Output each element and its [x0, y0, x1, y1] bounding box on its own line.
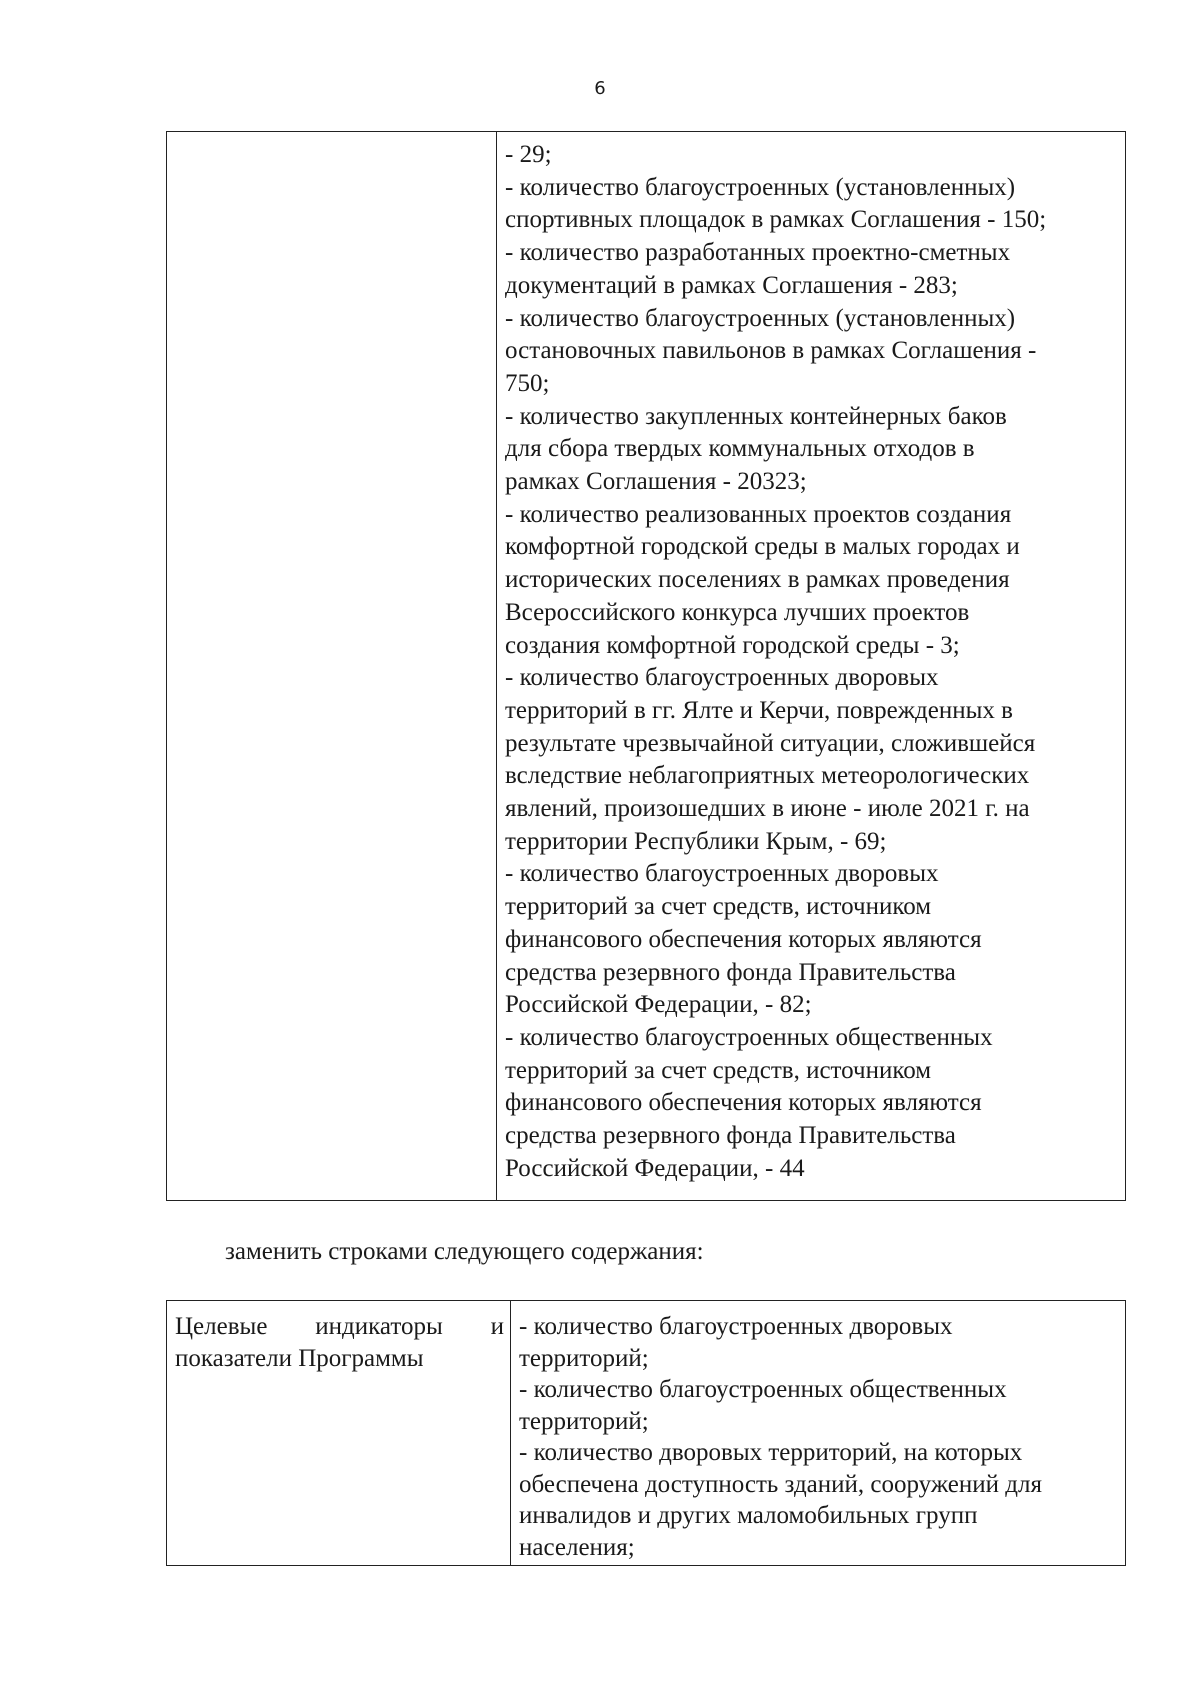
text-line: Российской Федерации, - 44: [505, 1154, 805, 1182]
text-line: - количество реализованных проектов создания: [505, 500, 1012, 528]
label-word: Целевые: [175, 1313, 268, 1340]
text-line: рамках Соглашения - 20323;: [505, 468, 807, 496]
label-line: показатели Программы: [175, 1344, 424, 1372]
text-line: обеспечена доступность зданий, сооружений для: [519, 1470, 1042, 1498]
table-cell-label: [167, 132, 497, 1201]
text-line: - количество благоустроенных (установленных): [505, 173, 1016, 201]
text-line: документаций в рамках Соглашения - 283;: [505, 271, 958, 299]
text-line: создания комфортной городской среды - 3;: [505, 631, 960, 659]
text-line: явлений, произошедших в июне - июле 2021 г. на: [505, 795, 1030, 823]
text-line: спортивных площадок в рамках Соглашения - 150;: [505, 206, 1047, 234]
text-line: - количество благоустроенных дворовых: [505, 664, 939, 692]
text-line: средства резервного фонда Правительства: [505, 958, 956, 986]
text-line: территорий;: [519, 1407, 649, 1435]
text-line: - количество разработанных проектно-сметных: [505, 239, 1011, 267]
text-line: - количество закупленных контейнерных баков: [505, 402, 1007, 430]
text-line: территорий за счет средств, источником: [505, 1056, 932, 1084]
text-line: Всероссийского конкурса лучших проектов: [505, 598, 970, 626]
text-line: исторических поселениях в рамках проведения: [505, 566, 1010, 594]
text-line: остановочных павильонов в рамках Соглашения -: [505, 337, 1037, 365]
text-line: - количество благоустроенных общественных: [519, 1376, 1007, 1403]
text-line: населения;: [519, 1533, 635, 1561]
text-line: Российской Федерации, - 82;: [505, 991, 812, 1019]
replacement-instruction: заменить строками следующего содержания:: [225, 1238, 704, 1265]
indicators-table-new: [166, 1300, 1126, 1566]
text-line: для сбора твердых коммунальных отходов в: [505, 435, 975, 463]
text-line: территории Республики Крым, - 69;: [505, 827, 887, 855]
text-line: результате чрезвычайной ситуации, сложившейся: [505, 729, 1036, 757]
label-word: индикаторы: [315, 1313, 443, 1340]
text-line: финансового обеспечения которых являются: [505, 925, 982, 953]
text-line: территорий в гг. Ялте и Керчи, поврежденных в: [505, 696, 1013, 724]
text-line: территорий за счет средств, источником: [505, 893, 932, 921]
text-line: - количество благоустроенных дворовых: [505, 860, 939, 888]
text-line: финансового обеспечения которых являются: [505, 1089, 982, 1117]
text-line: вследствие неблагоприятных метеорологических: [505, 762, 1030, 790]
text-line: средства резервного фонда Правительства: [505, 1122, 956, 1150]
table-row: [167, 132, 1126, 1201]
table-cell-indicators: [511, 1301, 1126, 1566]
text-line: - 29;: [505, 141, 552, 168]
page-number: 6: [594, 78, 606, 99]
text-line: инвалидов и других маломобильных групп: [519, 1502, 978, 1529]
text-line: - количество дворовых территорий, на которых: [519, 1439, 1023, 1466]
text-line: - количество благоустроенных (установленных): [505, 304, 1016, 332]
label-line: [175, 1311, 504, 1343]
table-row: [167, 1301, 1126, 1566]
indicators-table-old: [166, 131, 1126, 1201]
table-cell-label: [167, 1301, 511, 1566]
text-line: комфортной городской среды в малых городах и: [505, 533, 1020, 561]
text-line: 750;: [505, 369, 550, 397]
table-cell-indicators: [497, 132, 1126, 1201]
text-line: территорий;: [519, 1344, 649, 1372]
label-word: и: [490, 1313, 504, 1340]
text-line: - количество благоустроенных общественных: [505, 1023, 993, 1051]
text-line: - количество благоустроенных дворовых: [519, 1313, 953, 1340]
